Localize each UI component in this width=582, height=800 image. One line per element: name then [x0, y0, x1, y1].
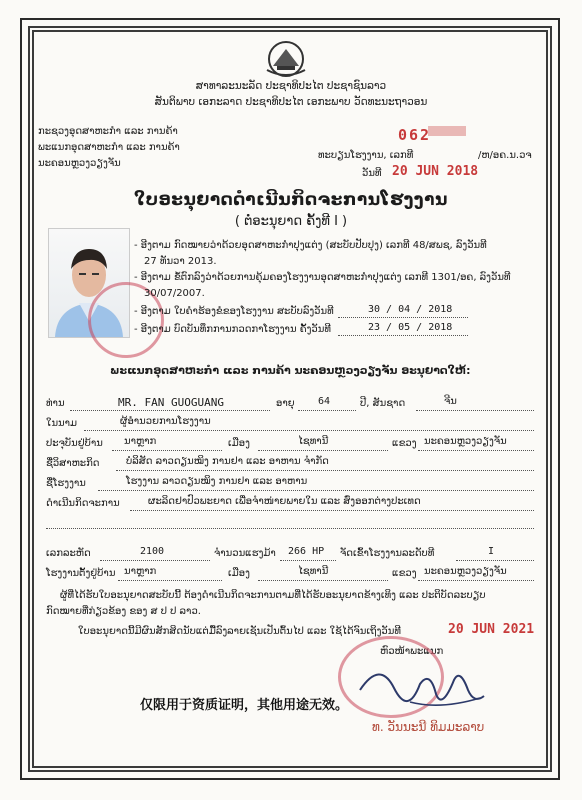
reference-4-date: 23 / 05 / 2018: [368, 322, 453, 333]
holder-name: MR. FAN GUOGUANG: [118, 396, 224, 409]
holder-age: 64: [318, 396, 331, 407]
validity-label: ໃບອະນຸຍາດນີ້ມີຜົນສັກສິດນັບແຕ່ມື້ລົງລາຍເຊັນເປັນຕົ້ນໄປ ແລະ ໃຊ້ໄດ້ຈົນເຖິງວັນທີ: [78, 626, 401, 637]
position-dots: [84, 430, 534, 431]
province-dots: [418, 450, 534, 451]
holder-nationality: ຈີນ: [444, 396, 457, 407]
activity-value: ຜະລິດຢາປົວພະຍາດ ເພື່ອຈຳໜ່າຍພາຍໃນ ແລະ ສົ່ງອອກຕ່າງປະເທດ: [148, 496, 421, 507]
reference-3-date: 30 / 04 / 2018: [368, 304, 453, 315]
class-dots: [456, 560, 534, 561]
factory-name: ໂຮງງານ ລາວດຽນໝິງ ການຢາ ແລະ ອາຫານ: [126, 476, 308, 487]
age-unit: ປີ, ສັນຊາດ: [360, 398, 406, 409]
company-name: ບໍລິສັດ ລາວດຽນໝິງ ການຢາ ແລະ ອາຫານ ຈຳກັດ: [126, 456, 329, 467]
capital-value: 2100: [140, 546, 165, 557]
reference-2: - ອີງຕາມ ຂໍ້ຕົກລົງວ່າດ້ວຍການຄຸ້ມຄອງໂຮງງານອຸດສາຫະກຳປຸງແຕ່ງ ເລກທີ 1301/ອຄ, ລົງວັນທີ: [134, 272, 511, 283]
district-label: ເມືອງ: [228, 438, 250, 449]
reference-3: - ອີງຕາມ ໃບຄຳຮ້ອງຂໍຂອງໂຮງງານ ສະບັບລົງວັນທີ: [134, 306, 334, 317]
reference-2-cont: 30/07/2007.: [144, 288, 205, 299]
reference-1-cont: 27 ທັນວາ 2013.: [144, 256, 217, 267]
obligation-line-2: ກົດໝາຍທີ່ກ່ຽວຂ້ອງ ຂອງ ສ ປ ປ ລາວ.: [46, 606, 201, 617]
ministry-line-1: ກະຊວງອຸດສາຫະກຳ ແລະ ການຄ້າ: [38, 126, 178, 137]
document-subtitle: ( ຕໍ່ອະນຸຍາດ ຄັ້ງທີ I ): [234, 214, 348, 229]
loc-village-dots: [118, 580, 222, 581]
address-district: ໄຊທານີ: [298, 436, 329, 447]
doc-number-suffix: /ຫ/ອຄ.ນ.ວຈ: [478, 150, 532, 161]
village-dots: [112, 450, 222, 451]
class-label: ຈັດເຂົ້າໂຮງງານລະດັບທີ: [340, 548, 435, 559]
position-label: ໃນນາມ: [46, 418, 78, 429]
header-line-2: ສັນຕິພາບ ເອກະລາດ ປະຊາທິປະໄຕ ເອກະພາບ ວັດທະນະຖາວອນ: [154, 96, 428, 108]
holder-position: ຜູ້ອຳນວຍການໂຮງງານ: [120, 416, 211, 427]
address-village: ນາຫຼາກ: [124, 436, 157, 447]
authority-line: ພະແນກອຸດສາຫະກຳ ແລະ ການຄ້າ ນະຄອນຫຼວງວຽງຈັນ ອະນຸຍາດໃຫ້:: [110, 364, 471, 377]
location-province: ນະຄອນຫຼວງວຽງຈັນ: [424, 566, 507, 577]
reference-1: - ອີງຕາມ ກົດໝາຍວ່າດ້ວຍອຸດສາຫະກຳປຸງແຕ່ງ (ສະບັບປັບປຸງ) ເລກທີ 48/ສພຊ, ລົງວັນທີ: [134, 240, 487, 251]
class-value: I: [488, 546, 495, 557]
activity-label: ດຳເນີນກິດຈະການ: [46, 498, 120, 509]
signer-name: ທ. ວັນນະນີ ທິມມະລາບ: [372, 720, 485, 734]
age-dots: [298, 410, 356, 411]
header-line-1: ສາທາລະນະລັດ ປະຊາທິປະໄຕ ປະຊາຊົນລາວ: [195, 80, 387, 92]
lao-emblem-icon: [261, 40, 311, 78]
name-dots: [70, 410, 270, 411]
obligation-line-1: ຜູ້ທີ່ໄດ້ຮັບໃບອະນຸຍາດສະບັບນີ້ ຕ້ອງດຳເນີນກິດຈະການຕາມທີ່ໄດ້ຮັບອະນຸຍາດຂ້າງເທິງ ແລະ ປະຕິບັດລະບຽບ: [60, 590, 486, 601]
doc-date: 20 JUN 2018: [392, 164, 479, 179]
nationality-dots: [416, 410, 534, 411]
factory-dots: [98, 490, 534, 491]
validity-date: 20 JUN 2021: [448, 622, 535, 637]
doc-code: 062: [398, 126, 432, 144]
company-label: ຊື່ວິສາຫະກິດ: [46, 458, 100, 469]
capital-label: ເລກລະຫັດ: [46, 548, 91, 559]
signature-icon: [350, 650, 490, 720]
location-village: ນາຫຼາກ: [124, 566, 157, 577]
power-label: ຈຳນວນແຮງມ້າ: [214, 548, 276, 559]
ministry-line-2: ພະແນກອຸດສາຫະກຳ ແລະ ການຄ້າ: [38, 142, 180, 153]
activity-dots: [130, 510, 534, 511]
location-district: ໄຊທານີ: [298, 566, 329, 577]
reference-4: - ອີງຕາມ ບົດບັນທຶກການກວດກາໂຮງງານ ຄັ້ງວັນທີ: [134, 324, 331, 335]
loc-district-label: ເມືອງ: [228, 568, 250, 579]
name-label: ທ່ານ: [46, 398, 65, 409]
loc-province-dots: [418, 580, 534, 581]
watermark-note: 仅限用于资质证明，其他用途无效。: [140, 698, 349, 713]
company-dots: [116, 470, 534, 471]
doc-number-label: ທະບຽນໂຮງງານ, ເລກທີ: [318, 150, 414, 161]
doc-date-label: ວັນທີ: [362, 168, 382, 179]
activity-dots-2: [46, 528, 534, 529]
reference-3-dots: [338, 317, 468, 318]
signer-title: ຫົວໜ້າພະແນກ: [380, 646, 444, 657]
loc-province-label: ແຂວງ: [392, 568, 417, 579]
document-title: ໃບອະນຸຍາດດຳເນີນກິດຈະການໂຮງງານ: [134, 190, 448, 210]
power-value: 266 HP: [288, 546, 325, 557]
ministry-line-3: ນະຄອນຫຼວງວຽງຈັນ: [38, 158, 121, 169]
address-province: ນະຄອນຫຼວງວຽງຈັນ: [424, 436, 507, 447]
province-label: ແຂວງ: [392, 438, 417, 449]
district-dots: [258, 450, 388, 451]
capital-dots: [100, 560, 210, 561]
age-label: ອາຍຸ: [276, 398, 295, 409]
code-smudge: [428, 126, 466, 136]
location-label: ໂຮງງານຕັ້ງຢູ່ບ້ານ: [46, 568, 116, 579]
reference-4-dots: [338, 335, 468, 336]
address-label: ປະຈຸບັນຢູ່ບ້ານ: [46, 438, 103, 449]
loc-district-dots: [258, 580, 388, 581]
factory-label: ຊື່ໂຮງງານ: [46, 478, 86, 489]
power-dots: [280, 560, 336, 561]
